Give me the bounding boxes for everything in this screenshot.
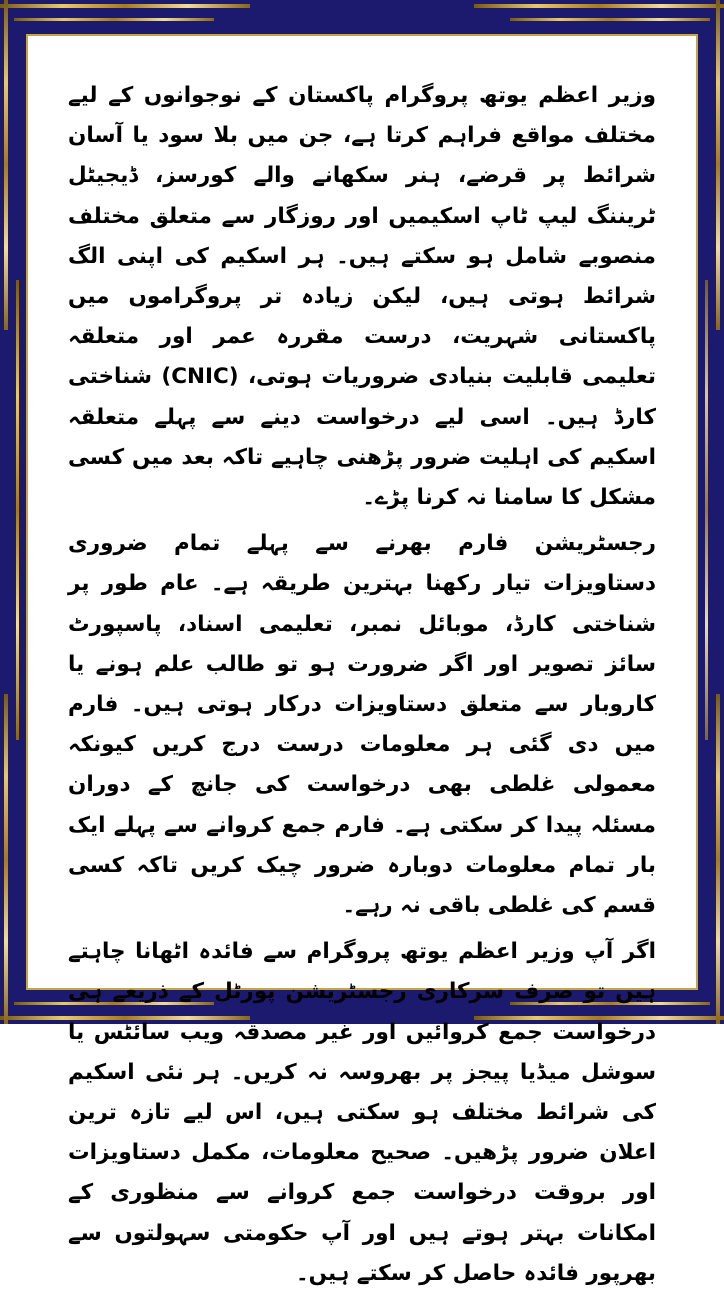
gold-bar-right-upper xyxy=(716,0,720,330)
gold-bar-top-right xyxy=(474,4,724,8)
gold-bar-top-left xyxy=(0,4,250,8)
content-page xyxy=(26,34,698,1286)
gold-inner-top-left xyxy=(14,18,214,21)
gold-inner-left xyxy=(16,280,19,740)
paragraph-3: اگر آپ وزیر اعظم یوتھ پروگرام سے فائدہ اٹھانا چاہتے ہیں تو صرف سرکاری رجسٹریشن پورٹل کے ذریعے ہی درخواست جمع کروائیں اور غیر مصدقہ ویب سائٹس یا سوشل میڈیا پیجز پر بھروسہ نہ کریں۔ ہر نئی اسکیم کی شرائط مختلف ہو سکتی ہیں، اس لیے تازہ ترین اعلان ضرور پڑھیں۔ صحیح معلومات، مکمل دستاویزات اور بروقت درخواست جمع کروانے سے منظوری کے امکانات بہتر ہوتے ہیں اور آپ حکومتی سہولتوں سے بھرپور فائدہ حاصل کر سکتے ہیں۔ xyxy=(68,939,656,1286)
gold-bar-right-lower xyxy=(716,694,720,1024)
paragraph-1: وزیر اعظم یوتھ پروگرام پاکستان کے نوجوانوں کے لیے مختلف مواقع فراہم کرتا ہے، جن میں بلا سود یا آسان شرائط پر قرضے، ہنر سکھانے والے کورسز، ڈیجیٹل ٹریننگ لیپ ٹاپ اسکیمیں اور روزگار سے متعلق مختلف منصوبے شامل ہو سکتے ہیں۔ ہر اسکیم کی اپنی الگ شرائط ہوتی ہیں، لیکن زیادہ تر پروگراموں میں پاکستانی شہریت، درست مقررہ عمر اور متعلقہ تعلیمی قابلیت بنیادی ضروریات ہوتی، (CNIC) شناختی کارڈ ہیں۔ اسی لیے درخواست دینے سے پہلے متعلقہ اسکیم کی اہلیت ضرور پڑھنی چاہیے تاکہ بعد میں کسی مشکل کا سامنا نہ کرنا پڑے۔ xyxy=(68,83,656,511)
article-body xyxy=(68,76,656,1286)
gold-inner-right xyxy=(705,280,708,740)
gold-inner-top-right xyxy=(510,18,710,21)
gold-bar-left-upper xyxy=(4,0,8,330)
gold-bar-left-lower xyxy=(4,694,8,1024)
paragraph-2: رجسٹریشن فارم بھرنے سے پہلے تمام ضروری دستاویزات تیار رکھنا بہترین طریقہ ہے۔ عام طور پر شناختی کارڈ، موبائل نمبر، تعلیمی اسناد، پاسپورٹ سائز تصویر اور اگر ضرورت ہو تو طالب علم ہونے یا کاروبار سے متعلق دستاویزات درکار ہوتی ہیں۔ فارم میں دی گئی ہر معلومات درست درج کریں کیونکہ معمولی غلطی بھی درخواست کی جانچ کے دوران مسئلہ پیدا کر سکتی ہے۔ فارم جمع کروانے سے پہلے ایک بار تمام معلومات دوبارہ ضرور چیک کریں تاکہ کسی قسم کی غلطی باقی نہ رہے۔ xyxy=(68,531,656,919)
